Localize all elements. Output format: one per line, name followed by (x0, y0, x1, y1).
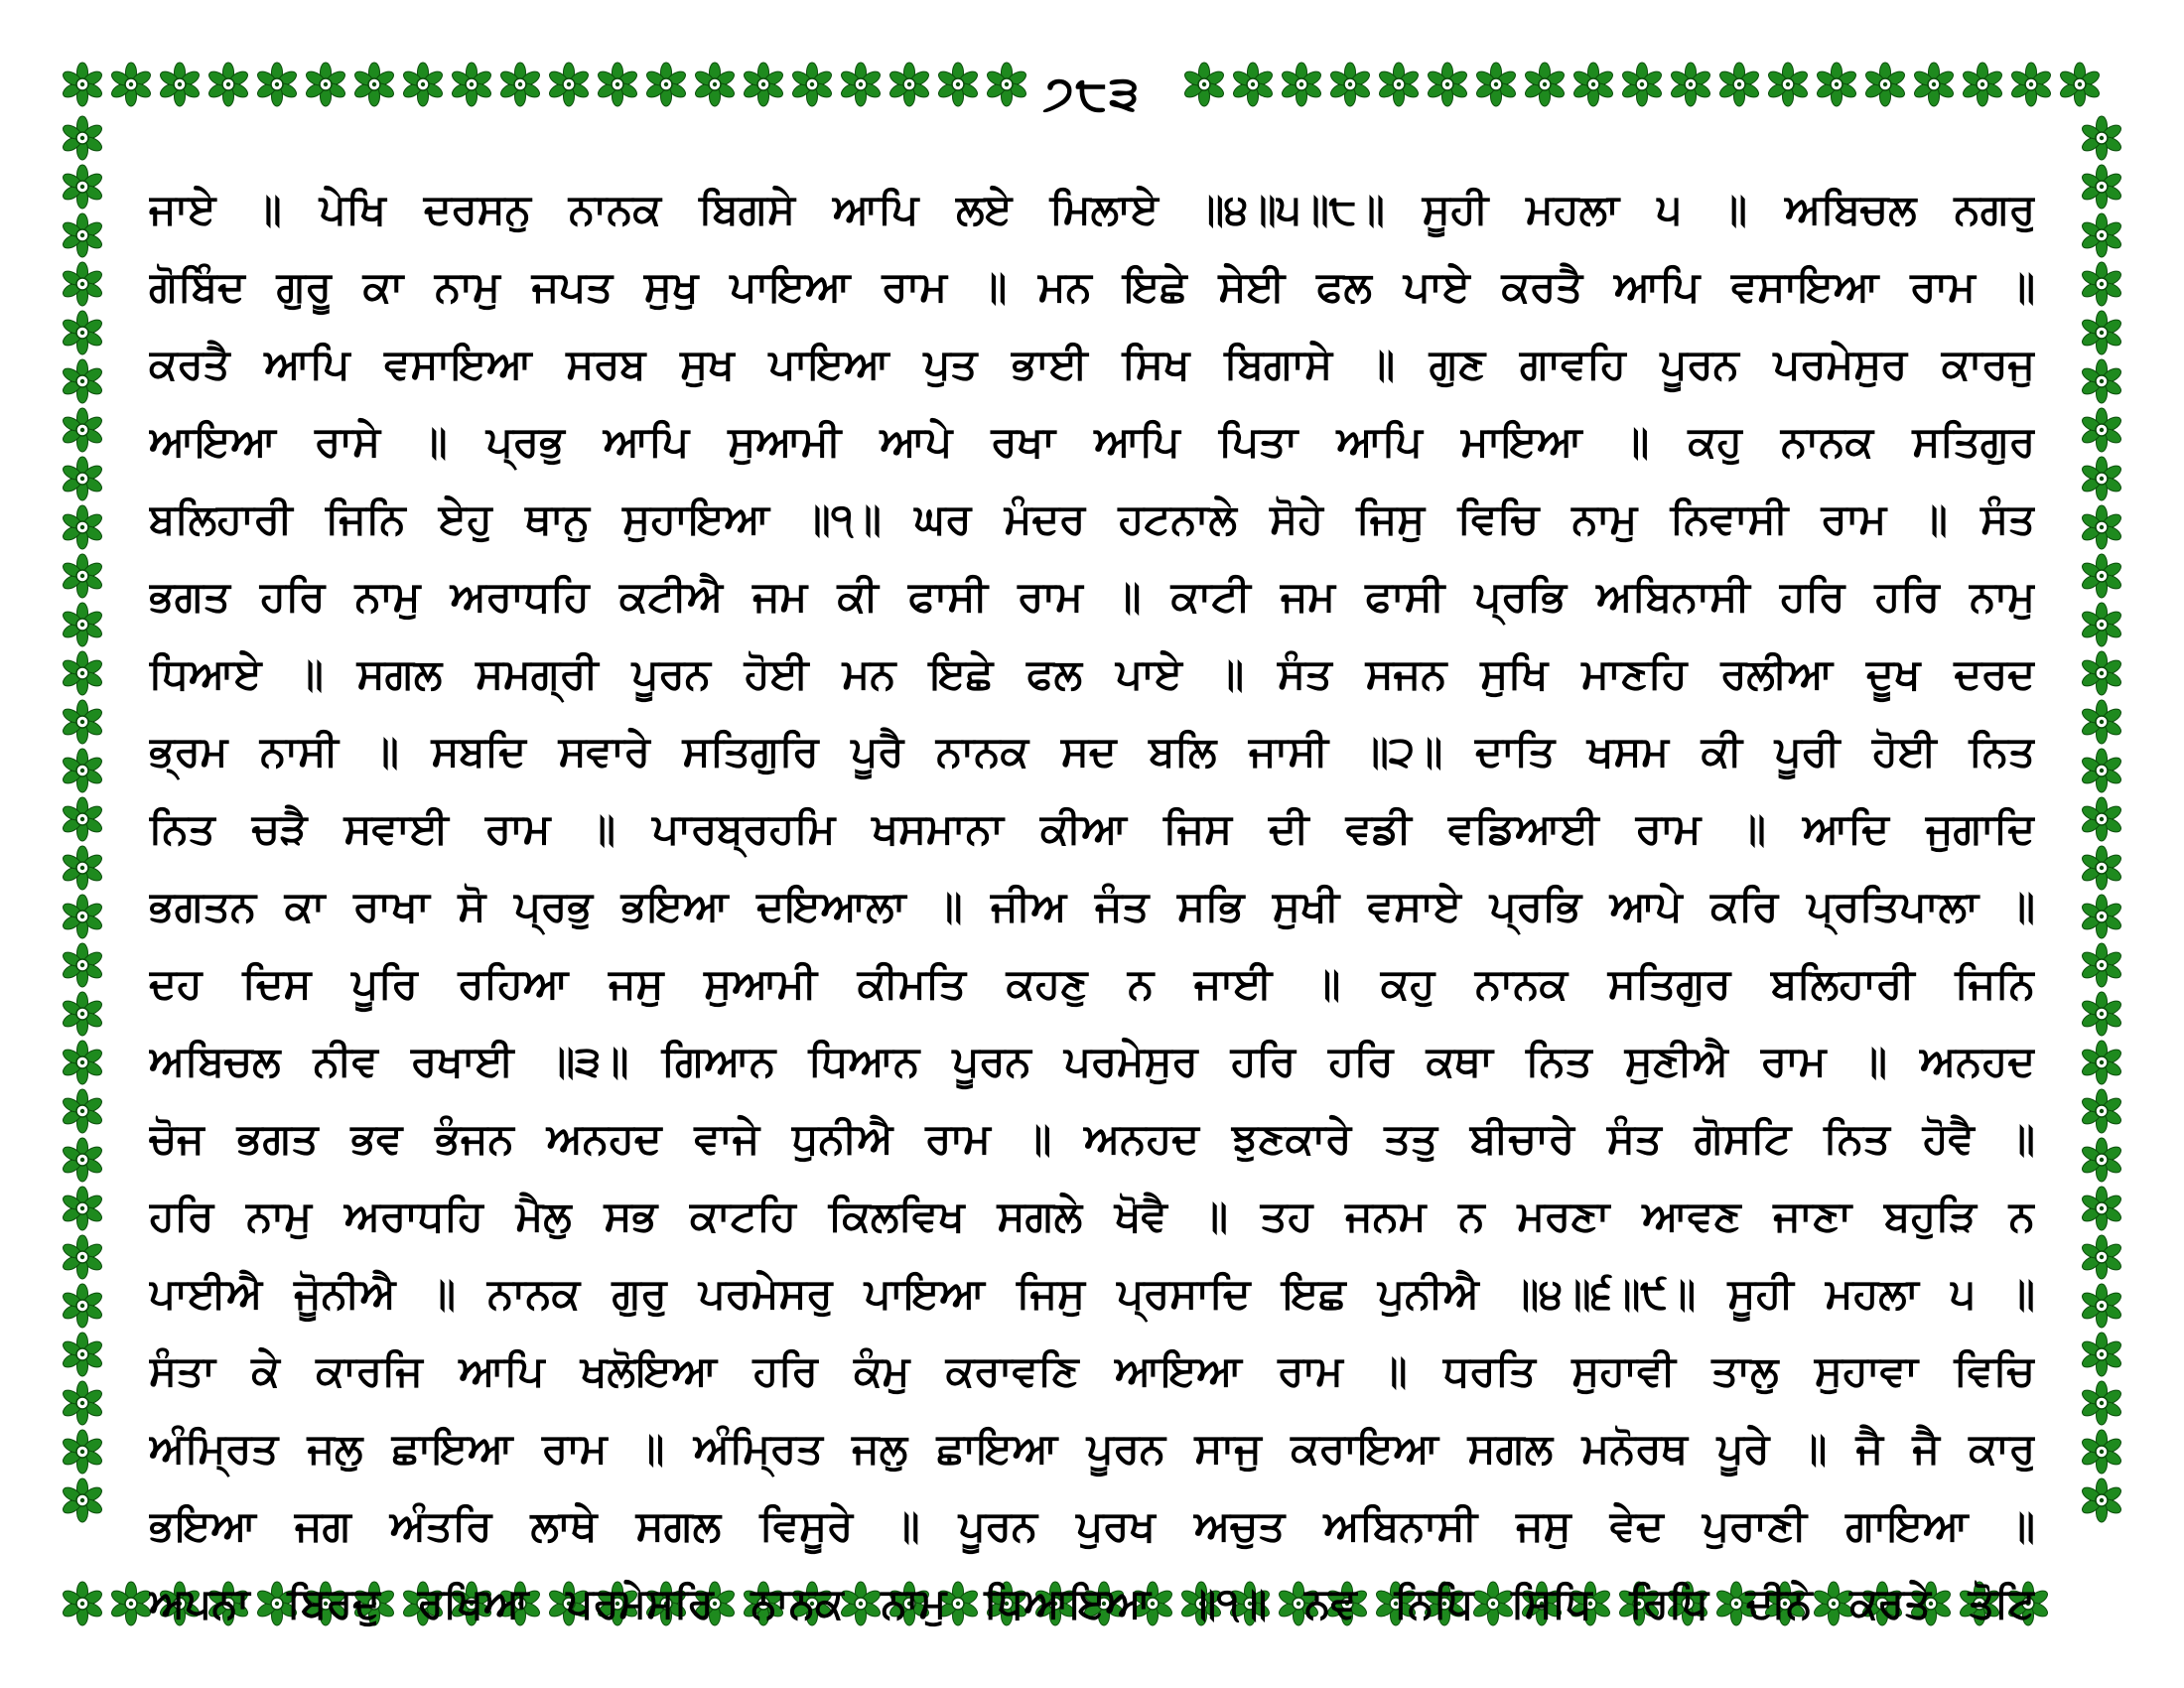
flower-icon (2079, 1234, 2124, 1280)
flower-icon (1279, 62, 1324, 107)
flower-icon (60, 942, 105, 988)
flower-icon (2057, 62, 2103, 107)
flower-icon (1911, 62, 1957, 107)
flower-icon (1230, 62, 1276, 107)
flower-icon (2079, 553, 2124, 599)
text-line: ਧਿਆਏ ॥ ਸਗਲ ਸਮਗ੍ਰੀ ਪੂਰਨ ਹੋਈ ਮਨ ਇਛੇ ਫਲ ਪਾਏ ॥ ਸੰਤ ਸਜਨ ਸੁਖਿ ਮਾਣਹਿ ਰਲੀਆ ਦੂਖ ਦਰਦ (149, 649, 2035, 698)
text-line: ਸੰਤਾ ਕੇ ਕਾਰਜਿ ਆਪਿ ਖਲੋਇਆ ਹਰਿ ਕੰਮੁ ਕਰਾਵਣਿ ਆਇਆ ਰਾਮ ॥ ਧਰਤਿ ਸੁਹਾਵੀ ਤਾਲੁ ਸੁਹਾਵਾ ਵਿਚਿ (149, 1346, 2035, 1395)
flower-icon (351, 62, 397, 107)
flower-icon (2079, 699, 2124, 745)
flower-icon (60, 1429, 105, 1475)
flower-icon (60, 845, 105, 891)
flower-icon (157, 62, 203, 107)
text-line: ਦਹ ਦਿਸ ਪੂਰਿ ਰਹਿਆ ਜਸੁ ਸੁਆਮੀ ਕੀਮਤਿ ਕਹਣੁ ਨ ਜਾਈ ॥ ਕਹੁ ਨਾਨਕ ਸਤਿਗੁਰ ਬਲਿਹਾਰੀ ਜਿਨਿ (149, 959, 2035, 1008)
flower-icon (935, 62, 981, 107)
flower-icon (1473, 62, 1519, 107)
flower-icon (595, 62, 640, 107)
flower-icon (692, 62, 738, 107)
flower-icon (60, 1137, 105, 1183)
flower-icon (546, 62, 592, 107)
flower-icon (254, 62, 300, 107)
flower-icon (60, 748, 105, 793)
flower-icon (205, 62, 251, 107)
flower-icon (2079, 1186, 2124, 1231)
flower-icon (2079, 1137, 2124, 1183)
flower-icon (1327, 62, 1373, 107)
text-line: ਬਲਿਹਾਰੀ ਜਿਨਿ ਏਹੁ ਥਾਨੁ ਸੁਹਾਇਆ ॥੧॥ ਘਰ ਮੰਦਰ ਹਟਨਾਲੇ ਸੋਹੇ ਜਿਸੁ ਵਿਚਿ ਨਾਮੁ ਨਿਵਾਸੀ ਰਾਮ ॥ ਸੰਤ (149, 494, 2035, 543)
flower-icon (2079, 1477, 2124, 1523)
flower-icon (1425, 62, 1470, 107)
text-line: ਭਗਤ ਹਰਿ ਨਾਮੁ ਅਰਾਧਹਿ ਕਟੀਐ ਜਮ ਕੀ ਫਾਸੀ ਰਾਮ ॥ ਕਾਟੀ ਜਮ ਫਾਸੀ ਪ੍ਰਭਿ ਅਬਿਨਾਸੀ ਹਰਿ ਹਰਿ ਨਾਮੁ (149, 572, 2035, 621)
flower-icon (2079, 212, 2124, 258)
flower-icon (60, 650, 105, 696)
text-line: ਹਰਿ ਨਾਮੁ ਅਰਾਧਹਿ ਮੈਲੁ ਸਭ ਕਾਟਹਿ ਕਿਲਵਿਖ ਸਗਲੇ ਖੋਵੈ ॥ ਤਹ ਜਨਮ ਨ ਮਰਣਾ ਆਵਣ ਜਾਣਾ ਬਹੁੜਿ ਨ (149, 1192, 2035, 1240)
flower-icon (2079, 407, 2124, 453)
flower-icon (2079, 602, 2124, 647)
flower-icon (2079, 1429, 2124, 1475)
text-line: ਅੰਮ੍ਰਿਤ ਜਲੁ ਛਾਇਆ ਰਾਮ ॥ ਅੰਮ੍ਰਿਤ ਜਲੁ ਛਾਇਆ ਪੂਰਨ ਸਾਜੁ ਕਰਾਇਆ ਸਗਲ ਮਨੋਰਥ ਪੂਰੇ ॥ ਜੈ ਜੈ ਕਾਰੁ (149, 1424, 2035, 1473)
flower-icon (60, 1332, 105, 1377)
text-line: ਚੋਜ ਭਗਤ ਭਵ ਭੰਜਨ ਅਨਹਦ ਵਾਜੇ ਧੁਨੀਐ ਰਾਮ ॥ ਅਨਹਦ ਝੁਣਕਾਰੇ ਤਤੁ ਬੀਚਾਰੇ ਸੰਤ ਗੋਸਟਿ ਨਿਤ ਹੋਵੈ ॥ (149, 1114, 2035, 1163)
text-line: ਆਇਆ ਰਾਸੇ ॥ ਪ੍ਰਭੁ ਆਪਿ ਸੁਆਮੀ ਆਪੇ ਰਖਾ ਆਪਿ ਪਿਤਾ ਆਪਿ ਮਾਇਆ ॥ ਕਹੁ ਨਾਨਕ ਸਤਿਗੁਰ (149, 417, 2035, 466)
flower-icon (2079, 1332, 2124, 1377)
flower-icon (303, 62, 348, 107)
scripture-text (149, 171, 2035, 1642)
flower-icon (984, 62, 1029, 107)
flower-icon (60, 553, 105, 599)
flower-icon (1522, 62, 1568, 107)
flower-icon (2079, 796, 2124, 842)
text-line: ਭਗਤਨ ਕਾ ਰਾਖਾ ਸੋ ਪ੍ਰਭੁ ਭਇਆ ਦਇਆਲਾ ॥ ਜੀਅ ਜੰਤ ਸਭਿ ਸੁਖੀ ਵਸਾਏ ਪ੍ਰਭਿ ਆਪੇ ਕਰਿ ਪ੍ਰਤਿਪਾਲਾ ॥ (149, 882, 2035, 930)
flower-icon (60, 1581, 105, 1626)
flower-icon (1376, 62, 1422, 107)
flower-icon (643, 62, 689, 107)
flower-icon (449, 62, 494, 107)
text-line: ਭਇਆ ਜਗ ਅੰਤਰਿ ਲਾਥੇ ਸਗਲ ਵਿਸੂਰੇ ॥ ਪੂਰਨ ਪੁਰਖ ਅਚੁਤ ਅਬਿਨਾਸੀ ਜਸੁ ਵੇਦ ਪੁਰਾਣੀ ਗਾਇਆ ॥ (149, 1501, 2035, 1550)
text-line: ਕਰਤੈ ਆਪਿ ਵਸਾਇਆ ਸਰਬ ਸੁਖ ਪਾਇਆ ਪੁਤ ਭਾਈ ਸਿਖ ਬਿਗਾਸੇ ॥ ਗੁਣ ਗਾਵਹਿ ਪੂਰਨ ਪਰਮੇਸੁਰ ਕਾਰਜੁ (149, 340, 2035, 388)
flower-icon (2079, 650, 2124, 696)
border-left (60, 115, 105, 1526)
flower-icon (2079, 310, 2124, 355)
flower-icon (2079, 504, 2124, 550)
text-line: ਅਪਨਾ ਬਿਰਦੁ ਰਖਿਆ ਪਰਮੇਸਰਿ ਨਾਨਕ ਨਾਮੁ ਧਿਆਇਆ ॥੧॥ ਨਵ ਨਿਧਿ ਸਿਧਿ ਰਿਧਿ ਦੀਨੇ ਕਰਤੇ ਤੋਟਿ (149, 1579, 2035, 1627)
flower-icon (2079, 942, 2124, 988)
flower-icon (1765, 62, 1811, 107)
border-top-left (60, 62, 1032, 107)
flower-icon (60, 504, 105, 550)
flower-icon (60, 602, 105, 647)
border-top-right (1181, 62, 2106, 107)
flower-icon (60, 991, 105, 1037)
flower-icon (2079, 261, 2124, 307)
flower-icon (60, 1088, 105, 1134)
flower-icon (60, 699, 105, 745)
flower-icon (1862, 62, 1908, 107)
page-number: ੭੮੩ (1042, 65, 1142, 121)
flower-icon (1570, 62, 1616, 107)
text-line: ਪਾਈਐ ਜੂੋਨੀਐ ॥ ਨਾਨਕ ਗੁਰੁ ਪਰਮੇਸਰੁ ਪਾਇਆ ਜਿਸੁ ਪ੍ਰਸਾਦਿ ਇਛ ਪੁਨੀਐ ॥੪॥੬॥੯॥ ਸੂਹੀ ਮਹਲਾ ੫ ॥ (149, 1269, 2035, 1318)
flower-icon (60, 164, 105, 210)
text-line: ਗੋਬਿੰਦ ਗੁਰੂ ਕਾ ਨਾਮੁ ਜਪਤ ਸੁਖੁ ਪਾਇਆ ਰਾਮ ॥ ਮਨ ਇਛੇ ਸੇਈ ਫਲ ਪਾਏ ਕਰਤੈ ਆਪਿ ਵਸਾਇਆ ਰਾਮ ॥ (149, 262, 2035, 311)
text-line: ਨਿਤ ਚੜੈ ਸਵਾਈ ਰਾਮ ॥ ਪਾਰਬ੍ਰਹਮਿ ਖਸਮਾਨਾ ਕੀਆ ਜਿਸ ਦੀ ਵਡੀ ਵਡਿਆਈ ਰਾਮ ॥ ਆਦਿ ਜੁਗਾਦਿ (149, 804, 2035, 853)
flower-icon (887, 62, 932, 107)
flower-icon (2079, 845, 2124, 891)
flower-icon (60, 310, 105, 355)
text-line: ਭ੍ਰਮ ਨਾਸੀ ॥ ਸਬਦਿ ਸਵਾਰੇ ਸਤਿਗੁਰਿ ਪੂਰੈ ਨਾਨਕ ਸਦ ਬਲਿ ਜਾਸੀ ॥੨॥ ਦਾਤਿ ਖਸਮ ਕੀ ਪੂਰੀ ਹੋਈ ਨਿਤ (149, 727, 2035, 775)
border-right (2079, 115, 2124, 1526)
flower-icon (2079, 1040, 2124, 1085)
flower-icon (60, 1040, 105, 1085)
flower-icon (2079, 1380, 2124, 1426)
flower-icon (60, 261, 105, 307)
flower-icon (60, 1234, 105, 1280)
flower-icon (2008, 62, 2054, 107)
flower-icon (108, 62, 154, 107)
flower-icon (400, 62, 446, 107)
flower-icon (789, 62, 835, 107)
flower-icon (108, 1581, 154, 1626)
flower-icon (2079, 991, 2124, 1037)
flower-icon (60, 62, 105, 107)
flower-icon (2079, 1283, 2124, 1329)
flower-icon (60, 456, 105, 501)
flower-icon (497, 62, 543, 107)
flower-icon (60, 894, 105, 939)
flower-icon (1960, 62, 2005, 107)
flower-icon (60, 1186, 105, 1231)
flower-icon (838, 62, 884, 107)
flower-icon (60, 407, 105, 453)
flower-icon (60, 212, 105, 258)
flower-icon (2079, 456, 2124, 501)
flower-icon (60, 115, 105, 161)
flower-icon (60, 1283, 105, 1329)
flower-icon (2079, 1088, 2124, 1134)
flower-icon (1619, 62, 1665, 107)
flower-icon (60, 1477, 105, 1523)
text-line: ਜਾਏ ॥ ਪੇਖਿ ਦਰਸਨੁ ਨਾਨਕ ਬਿਗਸੇ ਆਪਿ ਲਏ ਮਿਲਾਏ ॥੪॥੫॥੮॥ ਸੂਹੀ ਮਹਲਾ ੫ ॥ ਅਬਿਚਲ ਨਗਰੁ (149, 185, 2035, 233)
flower-icon (2079, 115, 2124, 161)
flower-icon (2079, 358, 2124, 404)
flower-icon (2079, 748, 2124, 793)
flower-icon (1716, 62, 1762, 107)
flower-icon (60, 1380, 105, 1426)
text-line: ਅਬਿਚਲ ਨੀਵ ਰਖਾਈ ॥੩॥ ਗਿਆਨ ਧਿਆਨ ਪੂਰਨ ਪਰਮੇਸੁਰ ਹਰਿ ਹਰਿ ਕਥਾ ਨਿਤ ਸੁਣੀਐ ਰਾਮ ॥ ਅਨਹਦ (149, 1037, 2035, 1085)
flower-icon (60, 358, 105, 404)
flower-icon (741, 62, 786, 107)
flower-icon (1814, 62, 1859, 107)
flower-icon (60, 796, 105, 842)
flower-icon (2079, 164, 2124, 210)
flower-icon (1181, 62, 1227, 107)
flower-icon (2079, 894, 2124, 939)
flower-icon (1668, 62, 1713, 107)
